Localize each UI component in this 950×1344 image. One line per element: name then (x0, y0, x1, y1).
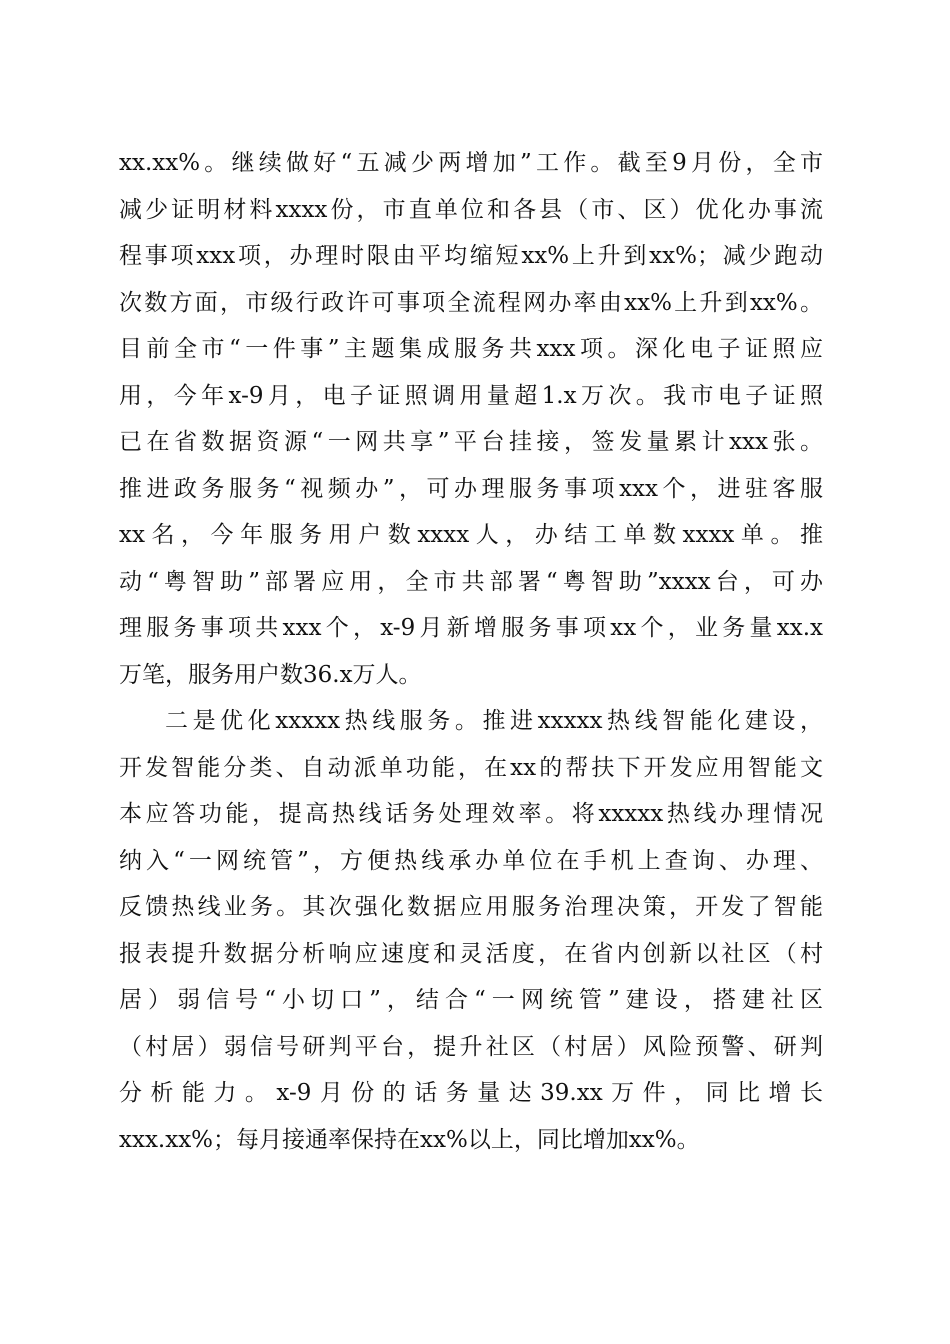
text-line: xx名，今年服务用户数xxxx人，办结工单数xxxx单。推 (119, 522, 823, 548)
text-line: 二是优化xxxxx热线服务。推进xxxxx热线智能化建设， (165, 708, 823, 734)
document-body (119, 140, 823, 1163)
text-line: 用，今年x-9月，电子证照调用量超1.x万次。我市电子证照 (119, 382, 823, 409)
text-line: 目前全市“一件事”主题集成服务共xxx项。深化电子证照应 (119, 336, 823, 362)
text-line: 推进政务服务“视频办”，可办理服务事项xxx个，进驻客服 (119, 475, 823, 502)
text-line: 居）弱信号“小切口”，结合“一网统管”建设，搭建社区 (119, 987, 823, 1013)
text-line: 本应答功能，提高热线话务处理效率。将xxxxx热线办理情况 (119, 801, 823, 827)
paragraph-2 (119, 698, 823, 1163)
paragraph-1 (119, 140, 823, 698)
text-line: 次数方面，市级行政许可事项全流程网办率由xx%上升到xx%。 (119, 289, 823, 316)
text-line: 理服务事项共xxx个，x-9月新增服务事项xx个，业务量xx.x (119, 615, 823, 641)
text-line: xxx.xx%；每月接通率保持在xx%以上，同比增加xx%。 (119, 1126, 700, 1153)
text-line: 已在省数据资源“一网共享”平台挂接，签发量累计xxx张。 (119, 429, 823, 455)
text-line: 纳入“一网统管”，方便热线承办单位在手机上查询、办理、 (119, 847, 823, 874)
text-line: xx.xx%。继续做好“五减少两增加”工作。截至9月份，全市 (119, 150, 823, 176)
text-line: 反馈热线业务。其次强化数据应用服务治理决策，开发了智能 (119, 894, 823, 920)
text-line: 开发智能分类、自动派单功能，在xx的帮扶下开发应用智能文 (119, 754, 823, 781)
text-line: 分析能力。x-9月份的话务量达39.xx万件，同比增长 (119, 1080, 823, 1106)
text-line: 报表提升数据分析响应速度和灵活度，在省内创新以社区（村 (119, 940, 823, 967)
text-line: 万笔，服务用户数36.x万人。 (119, 661, 422, 688)
text-line: 程事项xxx项，办理时限由平均缩短xx%上升到xx%；减少跑动 (119, 243, 823, 269)
text-line: 动“粤智助”部署应用，全市共部署“粤智助”xxxx台，可办 (119, 568, 823, 595)
text-line: 减少证明材料xxxx份，市直单位和各县（市、区）优化办事流 (119, 196, 823, 223)
text-line: （村居）弱信号研判平台，提升社区（村居）风险预警、研判 (119, 1033, 823, 1060)
